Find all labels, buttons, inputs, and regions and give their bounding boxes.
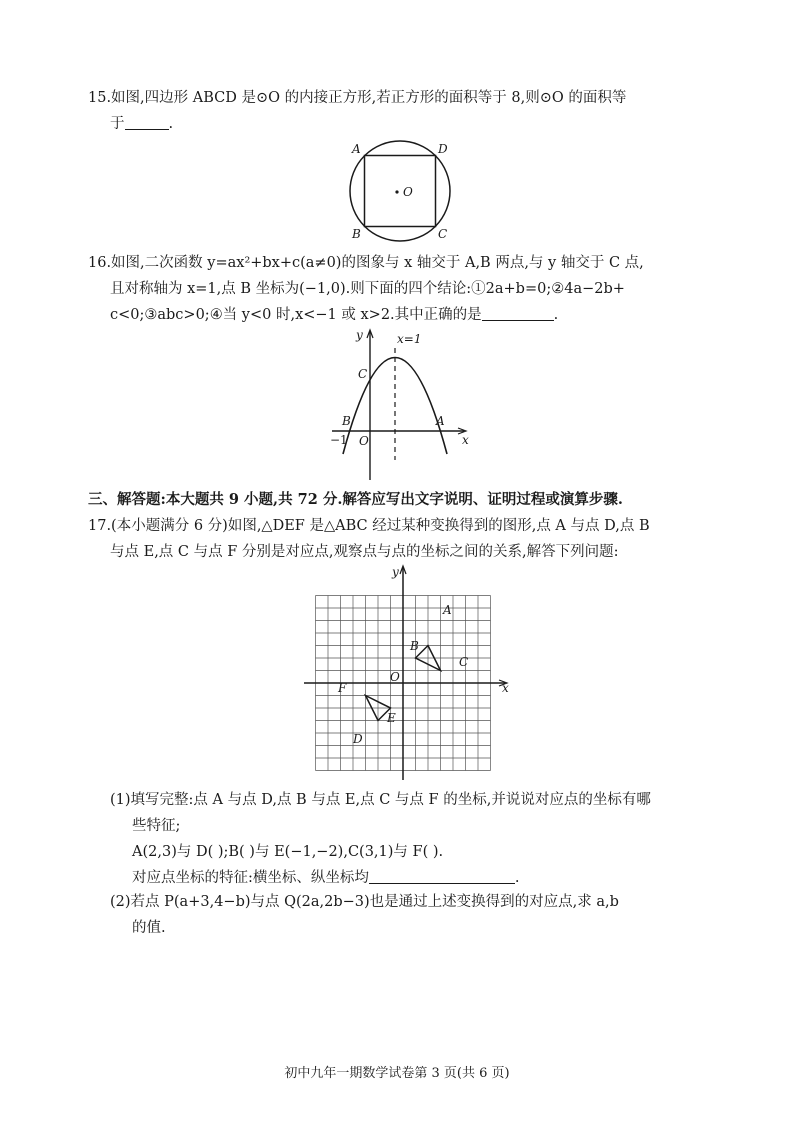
- q15-label-b: B: [352, 227, 361, 241]
- section3-heading: 三、解答题:本大题共 9 小题,共 72 分.解答应写出文字说明、证明过程或演算步骤.: [88, 491, 623, 508]
- q16-line3-prefix: c<0;③abc>0;④当 y<0 时,x<−1 或 x>2.其中正确的是: [110, 307, 482, 323]
- q16-line3-suffix: .: [553, 307, 559, 323]
- q15-line2: [110, 114, 173, 134]
- q17-label-c: C: [459, 655, 469, 669]
- q17-label-a: A: [443, 603, 452, 617]
- q17-label-x: x: [502, 681, 509, 695]
- q17-label-b: B: [410, 639, 419, 653]
- q15-figure: [340, 134, 460, 246]
- q17-label-d: D: [353, 732, 363, 746]
- q17-part2-line1: (2)若点 P(a+3,4−b)与点 Q(2a,2b−3)也是通过上述变换得到的对应点,求 a,b: [110, 894, 619, 910]
- q17-grid-figure: [300, 562, 520, 784]
- q17-label-f: F: [338, 681, 347, 695]
- q17-part2-line2: 的值.: [132, 920, 166, 936]
- q16-line1: 16.如图,二次函数 y=ax²+bx+c(a≠0)的图象与 x 轴交于 A,B 两点,与 y 轴交于 C 点,: [88, 255, 644, 271]
- q17-label-y: y: [392, 565, 399, 579]
- q15-line1: 15.如图,四边形 ABCD 是⊙O 的内接正方形,若正方形的面积等于 8,则⊙O 的面积等: [88, 90, 627, 106]
- q17-label-e: E: [387, 711, 396, 725]
- q16-figure: [326, 326, 476, 486]
- q16-label-minus-one: −1: [330, 433, 348, 447]
- q17-part1-line3: A(2,3)与 D( );B( )与 E(−1,−2),C(3,1)与 F( ).: [132, 844, 444, 860]
- q16-label-x: x: [462, 433, 469, 447]
- q17-line1: 17.(本小题满分 6 分)如图,△DEF 是△ABC 经过某种变换得到的图形,点 A 与点 D,点 B: [88, 518, 650, 534]
- q15-label-c: C: [438, 227, 448, 241]
- q16-label-c: C: [358, 367, 368, 381]
- q17-part1-line4: [132, 868, 520, 888]
- q15-square: [365, 156, 436, 227]
- q15-label-a: A: [352, 142, 361, 156]
- q15-line2-prefix: 于: [110, 116, 125, 132]
- q16-label-o: O: [359, 434, 369, 448]
- q17-part1-line1: (1)填写完整:点 A 与点 D,点 B 与点 E,点 C 与点 F 的坐标,并说说对应点的坐标有哪: [110, 792, 651, 808]
- q17-line2: 与点 E,点 C 与点 F 分别是对应点,观察点与点的坐标之间的关系,解答下列问题:: [110, 544, 619, 560]
- q17-part1-line4-prefix: 对应点坐标的特征:横坐标、纵坐标均: [132, 870, 369, 886]
- q16-label-sym: x=1: [397, 332, 422, 346]
- q16-answer-blank: [482, 306, 554, 321]
- q17-label-o: O: [390, 670, 400, 684]
- q16-label-a: A: [436, 414, 445, 428]
- page-footer: 初中九年一期数学试卷第 3 页(共 6 页): [284, 1066, 510, 1081]
- q15-line2-suffix: .: [168, 116, 174, 132]
- q17-part1-line4-suffix: .: [514, 870, 520, 886]
- q16-line2: 且对称轴为 x=1,点 B 坐标为(−1,0).则下面的四个结论:①2a+b=0;②4a−2b+: [110, 281, 625, 297]
- q15-answer-blank: [125, 115, 169, 130]
- q16-label-b: B: [342, 414, 351, 428]
- q17-feature-blank: [369, 869, 515, 884]
- q15-label-d: D: [438, 142, 448, 156]
- q17-part1-line2: 些特征;: [132, 818, 181, 834]
- q16-label-y: y: [356, 328, 363, 342]
- q15-center-dot: [395, 190, 398, 193]
- q15-label-o: O: [403, 185, 413, 199]
- q16-line3: [110, 305, 558, 325]
